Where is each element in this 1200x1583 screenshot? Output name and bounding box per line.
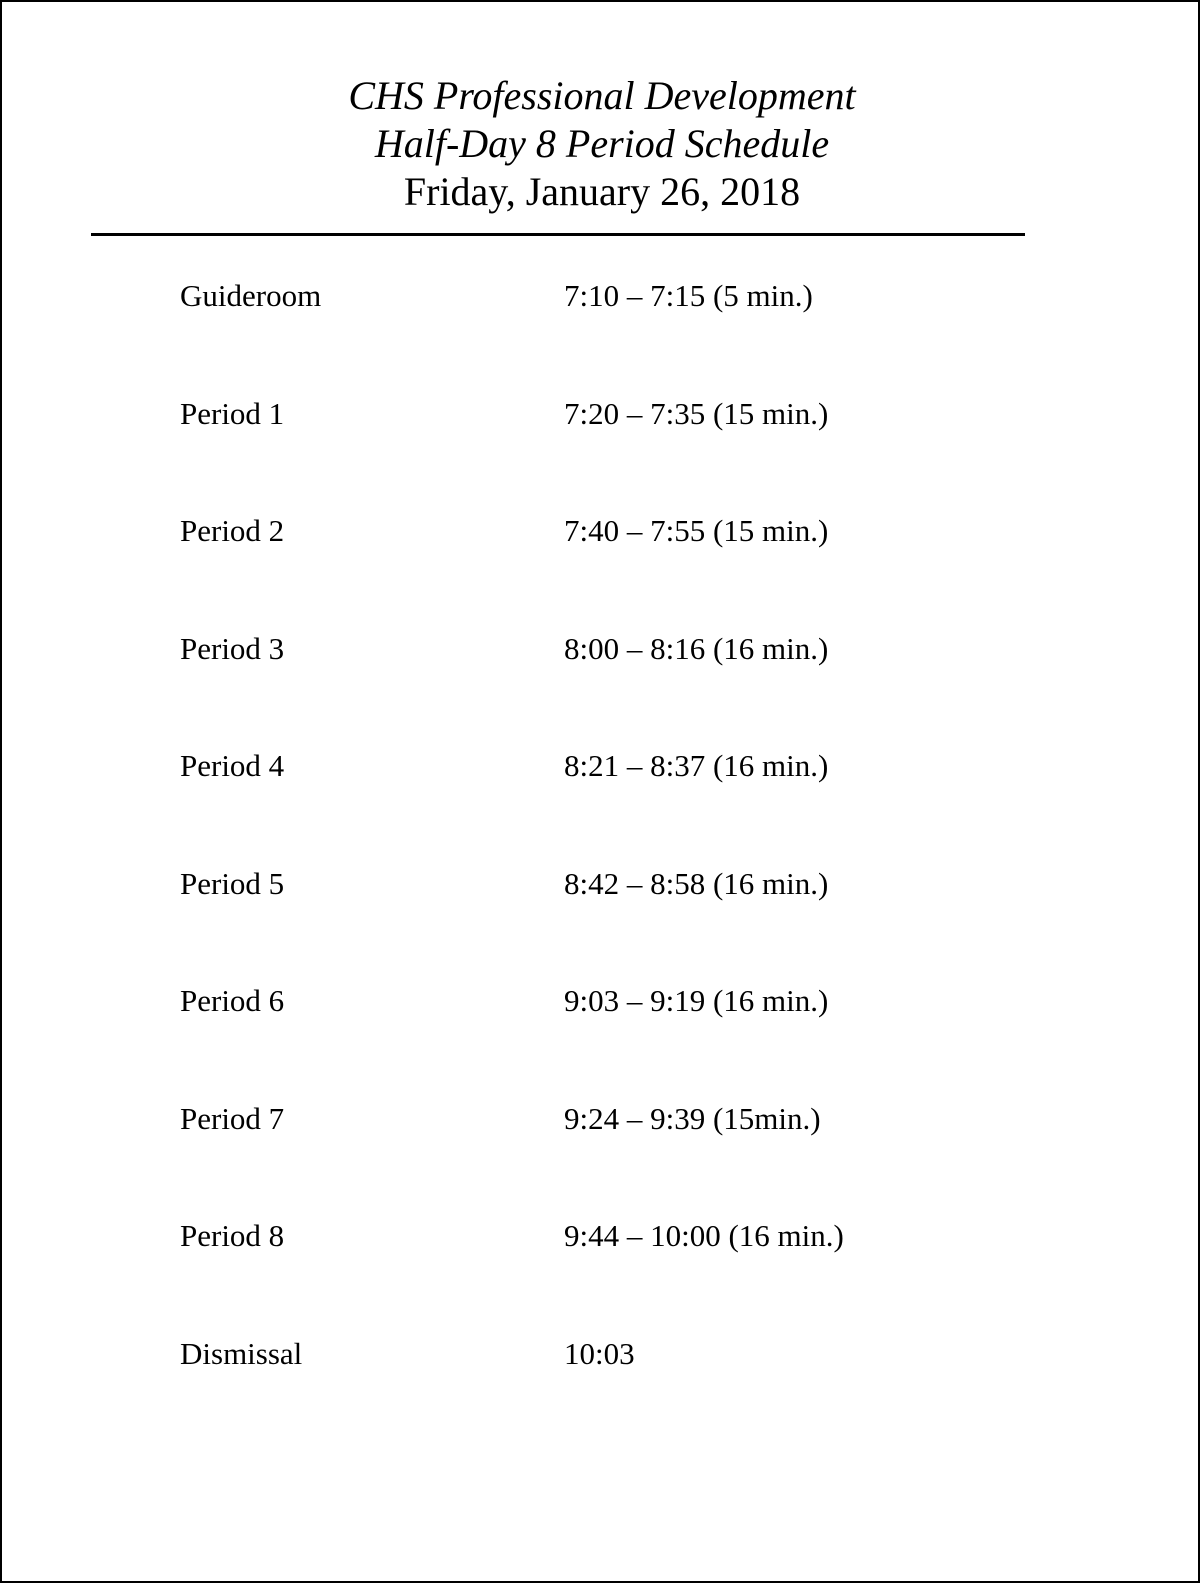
schedule-row-name: Period 7: [180, 1100, 285, 1136]
document-subtitle: Half-Day 8 Period Schedule: [374, 121, 830, 166]
header-divider: [91, 233, 1025, 236]
schedule-row-period-4: [2, 744, 1200, 862]
schedule-row-name: Period 3: [180, 630, 285, 666]
schedule-row-time: 9:24 – 9:39 (15min.): [564, 1100, 821, 1136]
schedule-row-name: Guideroom: [180, 278, 322, 313]
schedule-row-time: 8:42 – 8:58 (16 min.): [564, 865, 829, 901]
schedule-row-guideroom: [2, 274, 1200, 392]
schedule-row-period-1: [2, 392, 1200, 510]
schedule-row-time: 10:03: [564, 1335, 635, 1371]
schedule-row-time: 9:03 – 9:19 (16 min.): [564, 983, 829, 1018]
schedule-row-time: 7:10 – 7:15 (5 min.): [564, 278, 813, 313]
schedule-row-time: 8:21 – 8:37 (16 min.): [564, 748, 829, 783]
schedule-row-name: Period 8: [180, 1218, 285, 1253]
schedule-row-time: 7:40 – 7:55 (15 min.): [564, 513, 829, 548]
schedule-row-time: 8:00 – 8:16 (16 min.): [564, 630, 829, 666]
schedule-row-time: 9:44 – 10:00 (16 min.): [564, 1218, 844, 1253]
schedule-row-period-6: [2, 979, 1200, 1097]
schedule-row-name: Period 1: [180, 395, 285, 431]
schedule-row-time: 7:20 – 7:35 (15 min.): [564, 395, 829, 431]
document-date: Friday, January 26, 2018: [403, 169, 801, 214]
schedule-row-period-5: [2, 862, 1200, 980]
schedule-list: [2, 274, 1200, 1449]
schedule-row-name: Period 5: [180, 865, 285, 901]
schedule-row-period-7: [2, 1097, 1200, 1215]
document-title: CHS Professional Development: [348, 73, 856, 118]
schedule-row-name: Period 6: [180, 983, 285, 1018]
schedule-row-dismissal: [2, 1332, 1200, 1450]
schedule-row-name: Dismissal: [180, 1335, 303, 1371]
document-header: [2, 72, 1200, 216]
schedule-row-name: Period 2: [180, 513, 285, 548]
schedule-row-period-2: [2, 509, 1200, 627]
schedule-row-period-8: [2, 1214, 1200, 1332]
schedule-row-period-3: [2, 627, 1200, 745]
schedule-row-name: Period 4: [180, 748, 285, 783]
